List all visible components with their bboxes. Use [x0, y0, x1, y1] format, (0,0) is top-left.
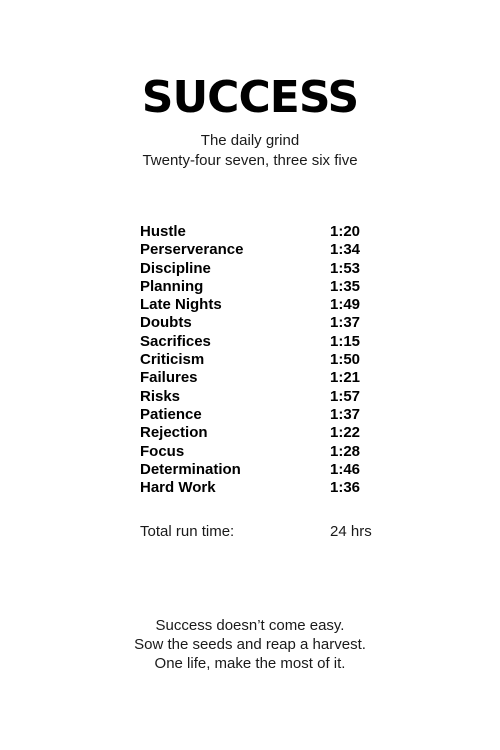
track-name: Doubts	[140, 314, 192, 332]
track-name: Determination	[140, 460, 241, 478]
track-time: 1:46	[330, 460, 361, 478]
footer-line-3: One life, make the most of it.	[154, 655, 346, 672]
track-time: 1:57	[330, 387, 361, 405]
track-row	[140, 278, 380, 296]
track-time: 1:50	[330, 351, 361, 369]
track-row	[140, 369, 380, 387]
track-row	[140, 296, 380, 314]
track-time: 1:28	[330, 442, 361, 460]
track-row	[140, 314, 380, 332]
poster-title: SUCCESS	[141, 72, 359, 123]
track-time: 1:37	[330, 405, 361, 423]
total-run-time	[140, 522, 380, 542]
subtitle-line-1: The daily grind	[200, 132, 300, 149]
track-row	[140, 241, 380, 259]
track-row	[140, 223, 380, 241]
track-name: Hustle	[140, 223, 186, 240]
track-name: Perserverance	[140, 241, 244, 259]
track-time: 1:22	[330, 424, 361, 442]
track-name: Late Nights	[140, 296, 222, 314]
track-name: Failures	[140, 369, 198, 387]
track-row	[140, 333, 380, 351]
track-row	[140, 461, 380, 479]
track-name: Patience	[140, 405, 202, 423]
track-row	[140, 424, 380, 442]
track-time: 1:34	[330, 241, 361, 259]
track-name: Discipline	[140, 259, 211, 277]
footer-line-2: Sow the seeds and reap a harvest.	[134, 636, 366, 653]
track-time: 1:20	[330, 223, 361, 240]
track-name: Planning	[140, 277, 204, 295]
track-row	[140, 388, 380, 406]
track-name: Hard Work	[140, 479, 216, 497]
total-run-time-label: Total run time:	[140, 523, 235, 540]
track-row	[140, 351, 380, 369]
track-time: 1:36	[330, 479, 361, 497]
track-name: Risks	[140, 387, 181, 405]
track-row	[140, 260, 380, 278]
track-time: 1:35	[330, 277, 361, 295]
track-time: 1:21	[330, 369, 361, 387]
track-time: 1:15	[330, 332, 361, 350]
subtitle-line-2: Twenty-four seven, three six five	[142, 152, 358, 169]
track-time: 1:49	[330, 296, 361, 314]
track-row	[140, 443, 380, 461]
track-row	[140, 479, 380, 497]
track-name: Rejection	[140, 424, 208, 442]
total-run-time-value: 24 hrs	[330, 523, 372, 540]
track-row	[140, 406, 380, 424]
track-time: 1:53	[330, 259, 361, 277]
track-name: Sacrifices	[140, 332, 211, 350]
track-list	[140, 223, 380, 497]
track-name: Focus	[140, 442, 185, 460]
track-time: 1:37	[330, 314, 361, 332]
track-name: Criticism	[140, 351, 205, 369]
footer-line-1: Success doesn’t come easy.	[155, 617, 345, 634]
